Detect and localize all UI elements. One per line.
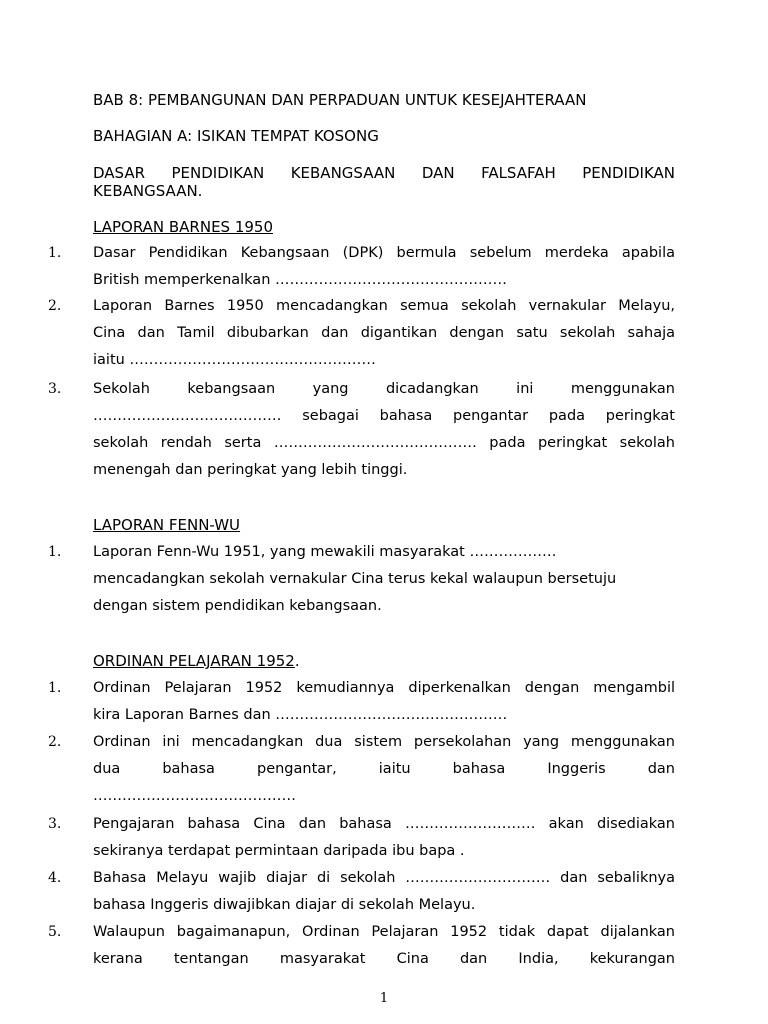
item-line: kerana tentangan masyarakat Cina dan India, kekurangan <box>93 951 675 967</box>
item-number: 2. <box>48 734 62 750</box>
item-line: dengan sistem pendidikan kebangsaan. <box>93 598 382 614</box>
item-number: 3. <box>48 816 62 832</box>
item-line: …………………………………… <box>93 788 296 804</box>
page-number: 1 <box>379 991 389 1006</box>
item-line: Walaupun bagaimanapun, Ordinan Pelajaran 1952 tidak dapat dijalankan <box>93 924 675 940</box>
item-number: 1. <box>48 245 62 261</box>
item-line: Cina dan Tamil dibubarkan dan digantikan dengan satu sekolah sahaja <box>93 325 675 341</box>
item-number: 5. <box>48 924 62 940</box>
item-line: ………………………………… sebagai bahasa pengantar pada peringkat <box>93 408 675 424</box>
section-title-suffix: . <box>294 652 300 670</box>
item-line: Bahasa Melayu wajib diajar di sekolah ………………………… dan sebaliknya <box>93 870 675 886</box>
item-line: Laporan Fenn-Wu 1951, yang mewakili masyarakat ……………… <box>93 544 557 560</box>
section-heading-ordinan <box>93 652 300 670</box>
section-title-fenn-wu: LAPORAN FENN-WU <box>93 516 241 534</box>
item-line: dua bahasa pengantar, iaitu bahasa Inggeris dan <box>93 761 675 777</box>
main-heading-line-1: DASAR PENDIDIKAN KEBANGSAAN DAN FALSAFAH PENDIDIKAN <box>93 164 675 182</box>
item-number: 1. <box>48 544 62 560</box>
item-line: Sekolah kebangsaan yang dicadangkan ini menggunakan <box>93 381 675 397</box>
document-subtitle: BAHAGIAN A: ISIKAN TEMPAT KOSONG <box>93 127 379 145</box>
document-title: BAB 8: PEMBANGUNAN DAN PERPADUAN UNTUK KESEJAHTERAAN <box>93 91 587 109</box>
item-line: mencadangkan sekolah vernakular Cina terus kekal walaupun bersetuju <box>93 571 617 587</box>
main-heading-line-2: KEBANGSAAN. <box>93 182 203 200</box>
section-title-barnes: LAPORAN BARNES 1950 <box>93 218 274 236</box>
item-line: kira Laporan Barnes dan ………………………………………… <box>93 707 508 723</box>
item-line: menengah dan peringkat yang lebih tinggi. <box>93 462 408 478</box>
item-number: 3. <box>48 381 62 397</box>
item-line: Laporan Barnes 1950 mencadangkan semua sekolah vernakular Melayu, <box>93 298 675 314</box>
item-line: British memperkenalkan ………………………………………… <box>93 272 507 288</box>
item-line: bahasa Inggeris diwajibkan diajar di sekolah Melayu. <box>93 897 476 913</box>
item-number: 2. <box>48 298 62 314</box>
item-number: 1. <box>48 680 62 696</box>
item-line: Dasar Pendidikan Kebangsaan (DPK) bermula sebelum merdeka apabila <box>93 245 675 261</box>
item-line: Ordinan Pelajaran 1952 kemudiannya diperkenalkan dengan mengambil <box>93 680 675 696</box>
section-title-ordinan: ORDINAN PELAJARAN 1952 <box>93 652 295 670</box>
item-line: sekiranya terdapat permintaan daripada ibu bapa . <box>93 843 465 859</box>
item-line: Pengajaran bahasa Cina dan bahasa ……………………… akan disediakan <box>93 816 675 832</box>
item-number: 4. <box>48 870 62 886</box>
item-line: sekolah rendah serta …………………………………… pada peringkat sekolah <box>93 435 675 451</box>
item-line: Ordinan ini mencadangkan dua sistem persekolahan yang menggunakan <box>93 734 675 750</box>
item-line: iaitu …………………………………………… <box>93 352 376 368</box>
main-heading <box>93 164 675 200</box>
